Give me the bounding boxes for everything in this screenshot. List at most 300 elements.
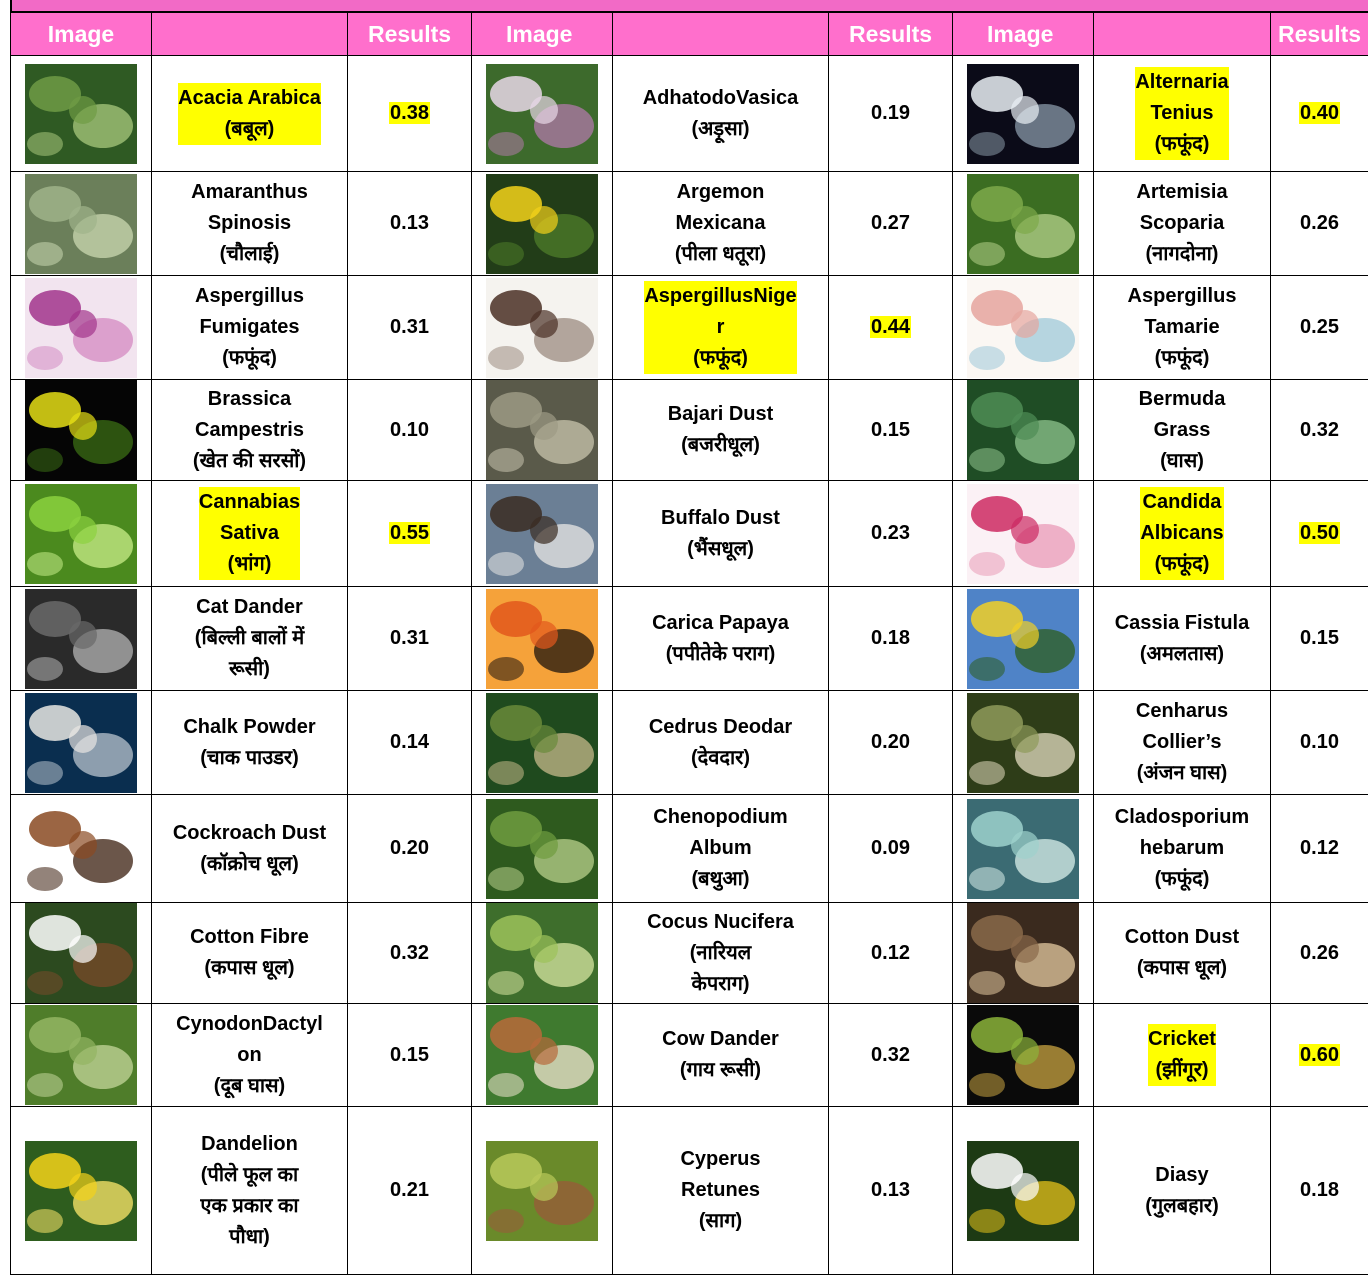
result-cell <box>348 172 472 276</box>
result-value: 0.12 <box>1299 837 1340 859</box>
allergen-name-line: Buffalo Dust <box>661 503 780 534</box>
allergen-name-line: Artemisia <box>1136 177 1227 208</box>
result-value: 0.23 <box>870 522 911 544</box>
cyperus-grass-photo <box>486 1141 598 1241</box>
allergen-name-line: (फफूंद) <box>1140 549 1223 580</box>
table-row <box>11 1004 1368 1107</box>
result-value: 0.32 <box>389 942 430 964</box>
allergen-name <box>680 1144 760 1237</box>
allergen-name-line: Cedrus Deodar <box>649 712 792 743</box>
header-name-1 <box>152 13 348 56</box>
allergen-name <box>649 712 792 774</box>
result-cell <box>829 56 953 172</box>
hair-dander-photo <box>25 589 137 689</box>
allergen-name-cell <box>1094 481 1271 587</box>
image-cell <box>472 795 613 903</box>
allergen-name-line: (देवदार) <box>649 743 792 774</box>
allergen-name-line: Campestris <box>193 415 306 446</box>
result-value: 0.40 <box>1299 102 1340 124</box>
allergen-name-line: (खेत की सरसों) <box>193 446 306 477</box>
result-value: 0.13 <box>870 1179 911 1201</box>
image-cell <box>472 1107 613 1275</box>
candida-stain-photo <box>967 484 1079 584</box>
allergen-name-cell <box>152 587 348 691</box>
allergen-name <box>1148 1024 1216 1086</box>
table-row <box>11 1107 1368 1275</box>
result-value: 0.09 <box>870 837 911 859</box>
allergen-name-line: Collier’s <box>1136 727 1228 758</box>
result-value: 0.18 <box>1299 1179 1340 1201</box>
result-value: 0.15 <box>389 1044 430 1066</box>
allergen-name <box>193 384 306 477</box>
mold-culture-photo <box>967 799 1079 899</box>
allergen-name-line: (कपास धूल) <box>190 953 309 984</box>
cotton-mill-photo <box>967 903 1079 1003</box>
allergen-name-line: (गुलबहार) <box>1145 1191 1219 1222</box>
allergy-results-table <box>10 12 1368 1275</box>
allergen-name-line: (भांग) <box>199 549 300 580</box>
result-value: 0.21 <box>389 1179 430 1201</box>
result-cell <box>829 691 953 795</box>
result-cell <box>829 172 953 276</box>
header-image-2: Image <box>472 13 613 56</box>
result-cell <box>829 380 953 481</box>
allergen-name-line: Cockroach Dust <box>173 818 326 849</box>
allergen-name-cell <box>613 587 829 691</box>
image-cell <box>11 56 152 172</box>
cynodon-grass-photo <box>25 1005 137 1105</box>
allergen-name-line: Diasy <box>1145 1160 1219 1191</box>
image-cell <box>953 587 1094 691</box>
result-cell <box>1271 276 1368 380</box>
result-cell <box>1271 691 1368 795</box>
result-value: 0.31 <box>389 627 430 649</box>
allergen-name-cell <box>1094 380 1271 481</box>
allergen-name-line: Chenopodium <box>653 802 787 833</box>
image-cell <box>472 1004 613 1107</box>
allergen-name-cell <box>1094 587 1271 691</box>
allergen-name-line: Tenius <box>1135 98 1228 129</box>
image-cell <box>472 691 613 795</box>
result-value: 0.13 <box>389 212 430 234</box>
cotton-boll-photo <box>25 903 137 1003</box>
allergen-name-cell <box>1094 276 1271 380</box>
allergen-name <box>176 1009 323 1102</box>
allergen-name <box>668 399 774 461</box>
allergen-name-line: (बजरीधूल) <box>668 430 774 461</box>
allergen-name-line: (अमलतास) <box>1115 639 1250 670</box>
allergen-name-cell <box>152 1107 348 1275</box>
allergen-name-line: Candida <box>1140 487 1223 518</box>
image-cell <box>11 172 152 276</box>
image-cell <box>11 795 152 903</box>
powder-pile-photo <box>25 693 137 793</box>
buffalo-painting <box>486 484 598 584</box>
result-cell <box>348 691 472 795</box>
allergen-name-line: Bermuda <box>1139 384 1226 415</box>
allergen-name <box>1136 696 1228 789</box>
allergen-name-cell <box>613 172 829 276</box>
allergen-name-line: (पपीतेके पराग) <box>652 639 789 670</box>
image-cell <box>11 903 152 1004</box>
result-value: 0.20 <box>389 837 430 859</box>
allergen-name-cell <box>152 172 348 276</box>
allergen-name-cell <box>1094 1107 1271 1275</box>
adhatoda-flower-photo <box>486 64 598 164</box>
image-cell <box>11 276 152 380</box>
allergen-name-line: Cricket <box>1148 1024 1216 1055</box>
allergen-name-line: (पीले फूल का <box>200 1160 298 1191</box>
table-row <box>11 481 1368 587</box>
allergen-name-cell <box>1094 56 1271 172</box>
result-cell <box>348 481 472 587</box>
result-value: 0.12 <box>870 942 911 964</box>
allergen-name-cell <box>613 380 829 481</box>
allergen-name <box>199 487 300 580</box>
artemisia-plant-photo <box>967 174 1079 274</box>
result-cell <box>348 1107 472 1275</box>
allergen-name-cell <box>613 1004 829 1107</box>
allergen-name <box>173 818 326 880</box>
allergen-name <box>200 1129 298 1253</box>
grass-photo <box>967 380 1079 480</box>
result-cell <box>348 1004 472 1107</box>
allergen-name <box>1115 802 1249 895</box>
allergen-name-cell <box>613 276 829 380</box>
allergen-name-line: (बिल्ली बालों में <box>195 623 304 654</box>
allergen-name-line: Retunes <box>680 1175 760 1206</box>
allergen-name-line: Alternaria <box>1135 67 1228 98</box>
result-cell <box>1271 1107 1368 1275</box>
cedar-cone-photo <box>486 693 598 793</box>
result-cell <box>348 56 472 172</box>
image-cell <box>953 481 1094 587</box>
allergen-name-line: (बबूल) <box>178 114 321 145</box>
grass-seedhead-photo <box>967 693 1079 793</box>
allergen-name-line: Tamarie <box>1128 312 1237 343</box>
allergen-name <box>662 1024 779 1086</box>
allergen-name <box>1145 1160 1219 1222</box>
header-results-1: Results <box>348 13 472 56</box>
image-cell <box>953 691 1094 795</box>
header-results-3: Results <box>1271 13 1368 56</box>
image-cell <box>11 587 152 691</box>
dandelion-photo <box>25 1141 137 1241</box>
allergen-name-line: (साग) <box>680 1206 760 1237</box>
header-image-1: Image <box>11 13 152 56</box>
table-row <box>11 276 1368 380</box>
image-cell <box>11 1004 152 1107</box>
allergen-name-line: Cocus Nucifera <box>647 907 794 938</box>
allergen-name-cell <box>613 56 829 172</box>
result-value: 0.10 <box>389 419 430 441</box>
allergen-name-line: केपराग) <box>647 969 794 1000</box>
allergen-name-cell <box>152 1004 348 1107</box>
allergen-name-cell <box>613 795 829 903</box>
result-value: 0.15 <box>1299 627 1340 649</box>
allergen-name-line: Fumigates <box>195 312 304 343</box>
image-cell <box>472 903 613 1004</box>
allergen-name-line: Sativa <box>199 518 300 549</box>
result-cell <box>1271 1004 1368 1107</box>
allergen-name-line: (अंजन घास) <box>1136 758 1228 789</box>
allergen-name-line: रूसी) <box>195 654 304 685</box>
allergen-name-line: पौधा) <box>200 1222 298 1253</box>
result-value: 0.32 <box>1299 419 1340 441</box>
image-cell <box>953 276 1094 380</box>
cannabis-leaf-photo <box>25 484 137 584</box>
result-cell <box>1271 380 1368 481</box>
coconut-photo <box>486 903 598 1003</box>
allergen-name-line: Cannabias <box>199 487 300 518</box>
allergen-name-line: (फफूंद) <box>1128 343 1237 374</box>
allergen-name-cell <box>1094 795 1271 903</box>
table-row <box>11 691 1368 795</box>
result-cell <box>1271 587 1368 691</box>
result-cell <box>1271 56 1368 172</box>
result-cell <box>829 903 953 1004</box>
allergen-name-line: Chalk Powder <box>183 712 315 743</box>
inhalation-illustration <box>967 278 1079 378</box>
allergen-name-line: Carica Papaya <box>652 608 789 639</box>
result-value: 0.50 <box>1299 522 1340 544</box>
result-cell <box>348 587 472 691</box>
allergen-name <box>195 281 304 374</box>
image-cell <box>953 56 1094 172</box>
result-value: 0.20 <box>870 731 911 753</box>
allergen-name-line: (नागदोना) <box>1136 239 1227 270</box>
image-cell <box>472 172 613 276</box>
allergen-name-line: Bajari Dust <box>668 399 774 430</box>
amaranthus-plant-photo <box>25 174 137 274</box>
allergen-name-line: Grass <box>1139 415 1226 446</box>
cow-photo <box>486 1005 598 1105</box>
result-value: 0.19 <box>870 102 911 124</box>
result-value: 0.38 <box>389 102 430 124</box>
allergen-name-line: (फफूंद) <box>1135 129 1228 160</box>
table-body <box>11 56 1368 1275</box>
allergen-name <box>190 922 309 984</box>
allergen-name-line: Scoparia <box>1136 208 1227 239</box>
result-cell <box>829 1004 953 1107</box>
cockroach-photo <box>25 799 137 899</box>
allergen-name <box>652 608 789 670</box>
image-cell <box>472 276 613 380</box>
spore-head-illustration <box>486 278 598 378</box>
image-cell <box>472 481 613 587</box>
allergen-name-line: (फफूंद) <box>644 343 796 374</box>
allergen-name-line: Spinosis <box>191 208 308 239</box>
allergen-name-cell <box>1094 1004 1271 1107</box>
allergen-name <box>1128 281 1237 374</box>
header-name-2 <box>613 13 829 56</box>
fungus-stain-photo <box>25 278 137 378</box>
allergen-name <box>643 83 799 145</box>
allergen-name-cell <box>613 691 829 795</box>
allergen-name <box>183 712 315 774</box>
allergen-name-line: (चौलाई) <box>191 239 308 270</box>
result-value: 0.55 <box>389 522 430 544</box>
result-cell <box>829 276 953 380</box>
allergen-name-cell <box>152 481 348 587</box>
grain-pile-photo <box>486 380 598 480</box>
allergen-name-cell <box>613 903 829 1004</box>
table-row <box>11 172 1368 276</box>
result-cell <box>829 795 953 903</box>
image-cell <box>472 587 613 691</box>
allergen-name-line: AspergillusNige <box>644 281 796 312</box>
result-cell <box>1271 795 1368 903</box>
allergen-name-line: Cenharus <box>1136 696 1228 727</box>
allergen-name-line: on <box>176 1040 323 1071</box>
result-value: 0.26 <box>1299 212 1340 234</box>
chenopodium-plant-photo <box>486 799 598 899</box>
result-cell <box>829 1107 953 1275</box>
cassia-flower-photo <box>967 589 1079 689</box>
allergen-name-cell <box>1094 903 1271 1004</box>
yellow-flower-photo <box>486 174 598 274</box>
allergen-name-line: AdhatodoVasica <box>643 83 799 114</box>
allergen-name <box>644 281 796 374</box>
allergen-name-cell <box>613 481 829 587</box>
allergen-name <box>1125 922 1239 984</box>
table-header-row <box>11 13 1368 56</box>
image-cell <box>11 691 152 795</box>
allergen-name <box>1135 67 1228 160</box>
allergen-name-line: (फफूंद) <box>1115 864 1249 895</box>
allergen-name-cell <box>152 795 348 903</box>
allergen-name-line: Albicans <box>1140 518 1223 549</box>
result-cell <box>348 380 472 481</box>
allergen-name-cell <box>152 56 348 172</box>
acacia-leaves-photo <box>25 64 137 164</box>
allergen-name-line: (कॉक्रोच धूल) <box>173 849 326 880</box>
allergen-name-cell <box>1094 691 1271 795</box>
allergen-name-line: Aspergillus <box>195 281 304 312</box>
top-banner-strip <box>10 0 1368 12</box>
allergen-name-line: Brassica <box>193 384 306 415</box>
result-cell <box>1271 481 1368 587</box>
header-results-2: Results <box>829 13 953 56</box>
allergen-name-line: Album <box>653 833 787 864</box>
allergen-name-line: Cladosporium <box>1115 802 1249 833</box>
allergen-name <box>195 592 304 685</box>
cricket-insect-photo <box>967 1005 1079 1105</box>
result-cell <box>1271 903 1368 1004</box>
image-cell <box>953 1107 1094 1275</box>
result-cell <box>348 903 472 1004</box>
papaya-photo <box>486 589 598 689</box>
allergen-name <box>647 907 794 1000</box>
mustard-flower-photo <box>25 380 137 480</box>
allergen-name-line: Argemon <box>675 177 766 208</box>
allergen-name-line: (नारियल <box>647 938 794 969</box>
image-cell <box>953 903 1094 1004</box>
image-cell <box>953 380 1094 481</box>
allergen-name-line: Acacia Arabica <box>178 83 321 114</box>
result-value: 0.10 <box>1299 731 1340 753</box>
result-value: 0.26 <box>1299 942 1340 964</box>
allergen-name <box>661 503 780 565</box>
allergen-name <box>1115 608 1250 670</box>
result-value: 0.15 <box>870 419 911 441</box>
result-value: 0.14 <box>389 731 430 753</box>
image-cell <box>953 1004 1094 1107</box>
result-cell <box>829 481 953 587</box>
allergen-name-cell <box>613 1107 829 1275</box>
result-cell <box>1271 172 1368 276</box>
result-value: 0.31 <box>389 316 430 338</box>
result-cell <box>348 276 472 380</box>
allergen-name-line: (झींगूर) <box>1148 1055 1216 1086</box>
result-cell <box>348 795 472 903</box>
header-image-3: Image <box>953 13 1094 56</box>
result-value: 0.32 <box>870 1044 911 1066</box>
allergen-name <box>1140 487 1223 580</box>
allergen-name <box>1139 384 1226 477</box>
allergen-name-line: (अड़ूसा) <box>643 114 799 145</box>
allergen-name-line: (घास) <box>1139 446 1226 477</box>
allergen-name <box>653 802 787 895</box>
allergen-name <box>1136 177 1227 270</box>
allergen-name-line: (कपास धूल) <box>1125 953 1239 984</box>
result-value: 0.25 <box>1299 316 1340 338</box>
allergen-name-cell <box>1094 172 1271 276</box>
allergen-name-line: Cyperus <box>680 1144 760 1175</box>
allergen-name-line: (बथुआ) <box>653 864 787 895</box>
result-value: 0.44 <box>870 316 911 338</box>
allergen-name-line: (पीला धतूरा) <box>675 239 766 270</box>
allergen-name-line: Cotton Fibre <box>190 922 309 953</box>
allergen-name-line: Amaranthus <box>191 177 308 208</box>
daisy-photo <box>967 1141 1079 1241</box>
allergen-name <box>191 177 308 270</box>
allergen-name-line: (चाक पाउडर) <box>183 743 315 774</box>
image-cell <box>953 172 1094 276</box>
header-name-3 <box>1094 13 1271 56</box>
allergen-name-cell <box>152 380 348 481</box>
result-value: 0.60 <box>1299 1044 1340 1066</box>
allergen-name-cell <box>152 691 348 795</box>
allergen-name-line: Cassia Fistula <box>1115 608 1250 639</box>
result-value: 0.27 <box>870 212 911 234</box>
image-cell <box>11 481 152 587</box>
allergen-name-cell <box>152 903 348 1004</box>
allergen-name-line: CynodonDactyl <box>176 1009 323 1040</box>
allergen-name-line: r <box>644 312 796 343</box>
table-row <box>11 903 1368 1004</box>
allergen-name-line: hebarum <box>1115 833 1249 864</box>
allergen-name-line: (भैंसधूल) <box>661 534 780 565</box>
result-value: 0.18 <box>870 627 911 649</box>
allergen-name-cell <box>152 276 348 380</box>
image-cell <box>11 380 152 481</box>
image-cell <box>11 1107 152 1275</box>
allergen-name-line: Aspergillus <box>1128 281 1237 312</box>
table-row <box>11 380 1368 481</box>
allergen-name-line: Cotton Dust <box>1125 922 1239 953</box>
allergen-name-line: (गाय रूसी) <box>662 1055 779 1086</box>
allergen-name-line: Mexicana <box>675 208 766 239</box>
allergen-name-line: एक प्रकार का <box>200 1191 298 1222</box>
image-cell <box>472 56 613 172</box>
table-row <box>11 795 1368 903</box>
allergen-name-line: Dandelion <box>200 1129 298 1160</box>
allergen-name-line: Cow Dander <box>662 1024 779 1055</box>
table-row <box>11 587 1368 691</box>
image-cell <box>953 795 1094 903</box>
table-row <box>11 56 1368 172</box>
